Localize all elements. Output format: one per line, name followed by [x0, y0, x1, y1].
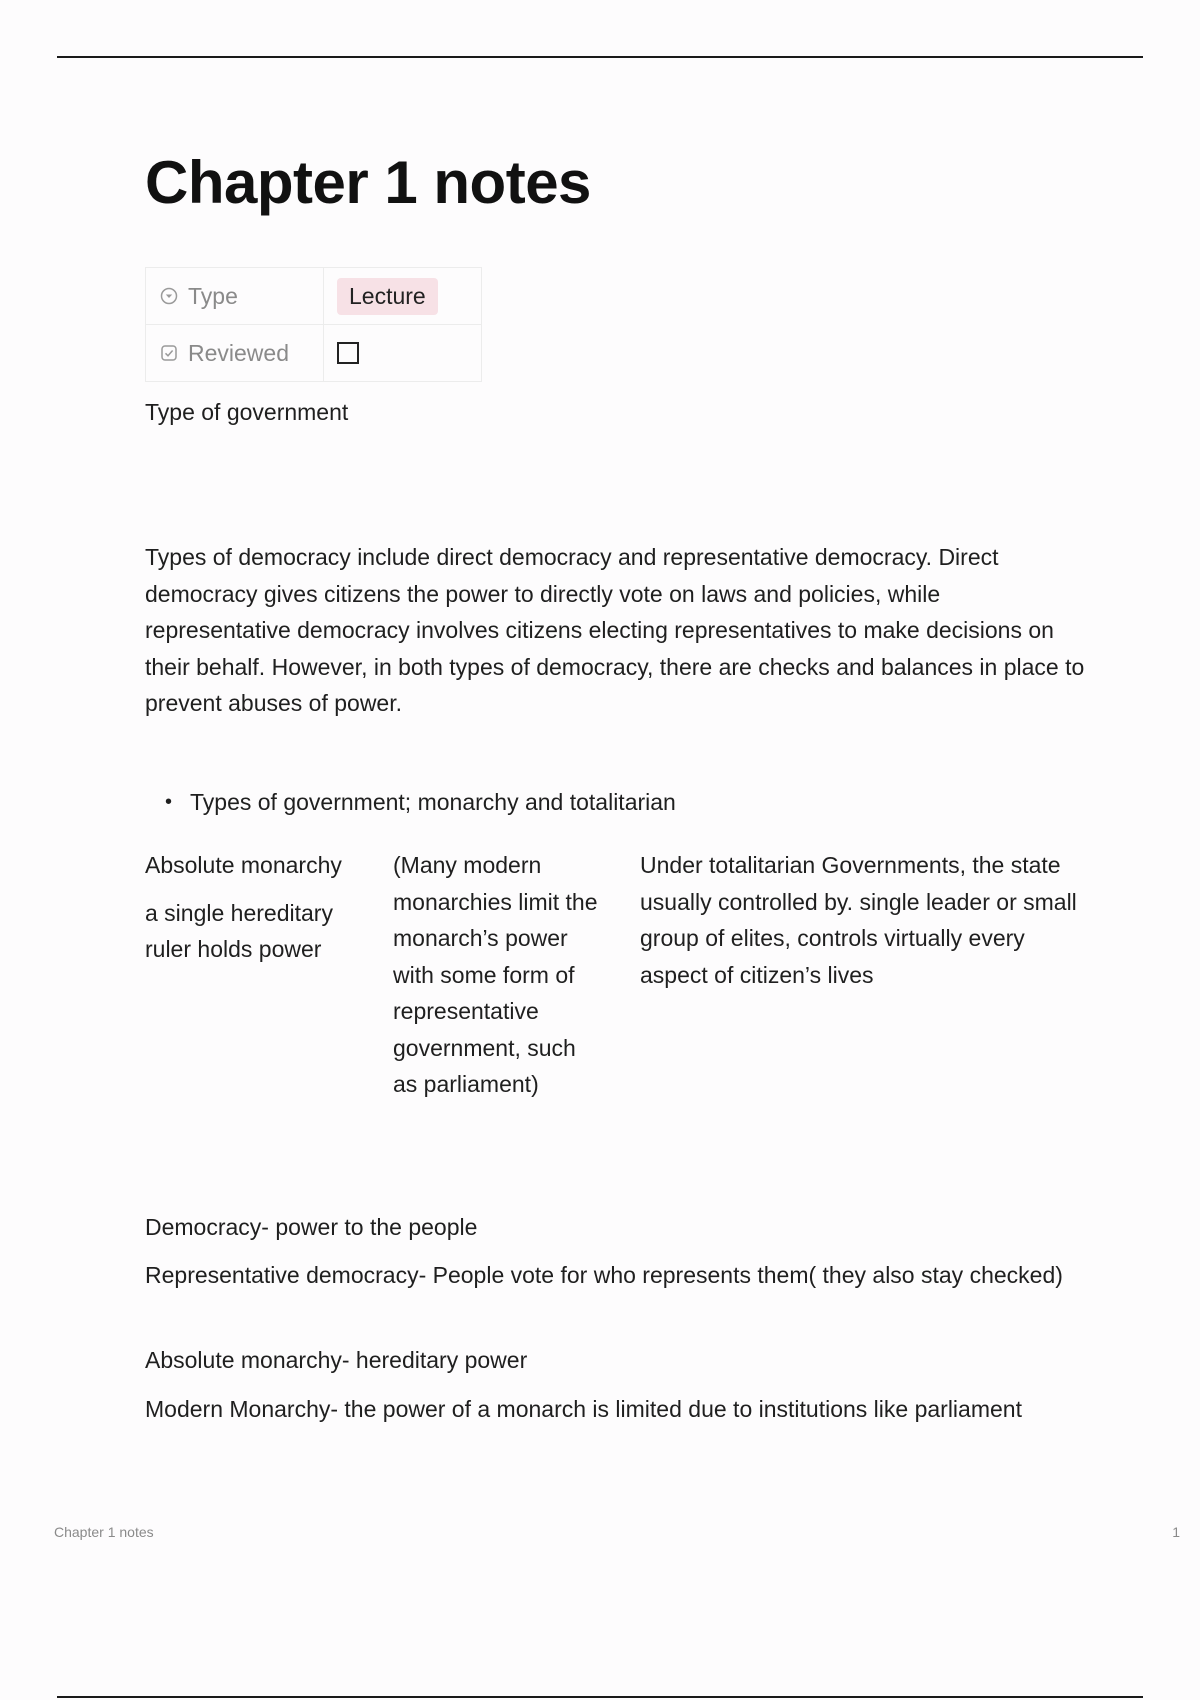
property-key-type — [146, 268, 324, 325]
property-key-reviewed — [146, 325, 324, 382]
type-tag[interactable]: Lecture — [337, 278, 438, 315]
column-totalitarian — [640, 847, 1090, 1004]
definition-representative-democracy: Representative democracy- People vote for who represents them( they also stay checked) — [145, 1262, 1063, 1288]
bullet-list-item — [165, 784, 676, 821]
property-key-label: Reviewed — [188, 339, 289, 366]
definition-modern-monarchy: Modern Monarchy- the power of a monarch is limited due to institutions like parliament — [145, 1396, 1022, 1422]
bullet-text: Types of government; monarchy and totalitarian — [190, 789, 676, 815]
column-absolute-monarchy — [145, 847, 355, 979]
top-rule — [57, 56, 1143, 58]
property-key-label: Type — [188, 282, 238, 309]
bottom-rule — [57, 1696, 1143, 1698]
democracy-paragraph: Types of democracy include direct democracy and representative democracy. Direct democracy gives citizens the power to directly vote on laws and policies, while representative democracy involves citizens electing representatives to make decisions on their behalf. However, in both types of democracy, there are checks and balances in place to prevent abuses of power. — [145, 544, 1085, 716]
reviewed-checkbox[interactable] — [337, 342, 359, 364]
property-row-type — [146, 268, 482, 325]
definition-democracy: Democracy- power to the people — [145, 1214, 478, 1240]
bullet-dot-icon: • — [165, 791, 173, 813]
property-value-type[interactable] — [324, 268, 482, 325]
column-body: Under totalitarian Governments, the state usually controlled by. single leader or small group of elites, controls virtually every aspect of citizen’s lives — [640, 852, 1077, 988]
property-row-reviewed — [146, 325, 482, 382]
properties-table — [145, 267, 482, 382]
subheading: Type of government — [145, 399, 349, 425]
column-modern-monarchy — [393, 847, 603, 1114]
column-title: Absolute monarchy — [145, 852, 342, 878]
page-title: Chapter 1 notes — [145, 149, 591, 216]
checkbox-icon — [160, 344, 178, 362]
column-body: (Many modern monarchies limit the monarch’s power with some form of representative government, such as parliament) — [393, 852, 598, 1097]
property-value-reviewed — [324, 325, 482, 382]
column-body: a single hereditary ruler holds power — [145, 899, 333, 962]
footer-title: Chapter 1 notes — [54, 1524, 154, 1540]
dropdown-circle-icon — [160, 287, 178, 305]
definition-absolute-monarchy: Absolute monarchy- hereditary power — [145, 1347, 528, 1373]
page-number: 1 — [1172, 1524, 1180, 1540]
